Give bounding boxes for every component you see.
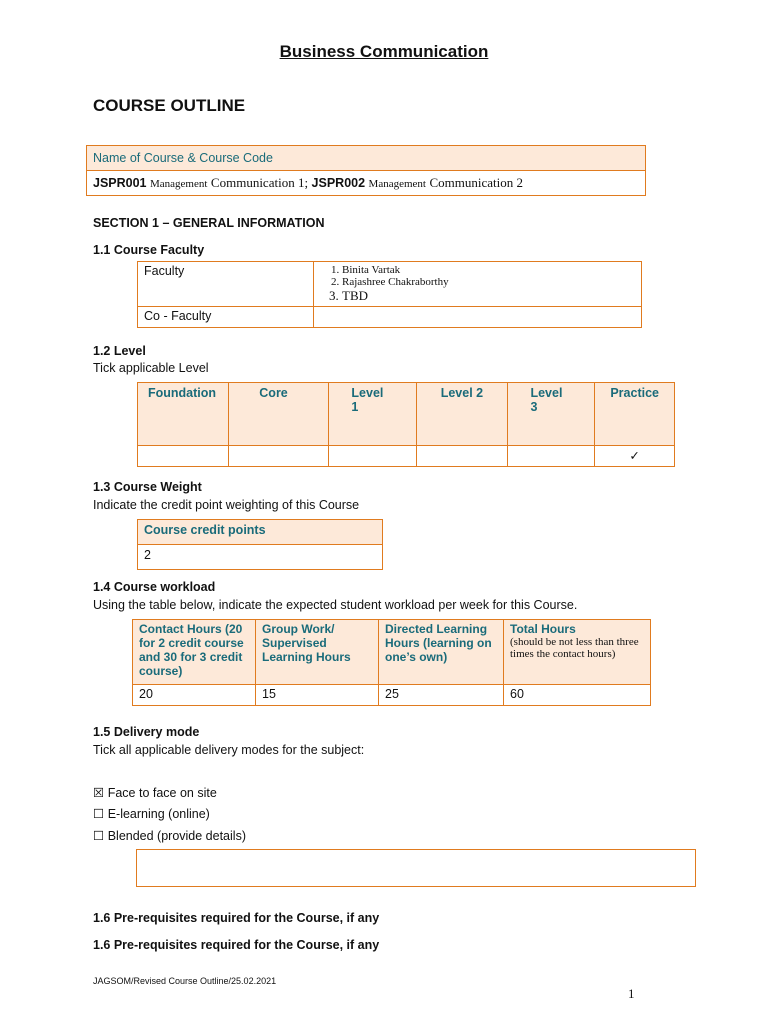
- course-code-1: JSPR001: [93, 176, 147, 190]
- level-tick: [508, 446, 595, 467]
- section-1-heading: SECTION 1 – GENERAL INFORMATION: [93, 216, 325, 230]
- course-name-1: Communication 1;: [210, 175, 309, 190]
- workload-value-group: 15: [256, 685, 379, 706]
- co-faculty-value: [314, 307, 642, 328]
- prerequisites-heading-repeat: 1.6 Pre-requisites required for the Course, if any: [93, 938, 380, 952]
- workload-total-label: Total Hours: [510, 622, 576, 636]
- course-name-table: [86, 145, 646, 196]
- level-col-practice: Practice: [595, 383, 675, 446]
- checkbox-icon[interactable]: ☐: [93, 829, 105, 843]
- level-col-3: Level 3: [508, 383, 595, 446]
- workload-value-directed: 25: [379, 685, 504, 706]
- document-title: Business Communication: [279, 42, 489, 61]
- delivery-note: Tick all applicable delivery modes for the subject:: [93, 743, 365, 757]
- workload-col-directed: Directed Learning Hours (learning on one’s own): [379, 620, 504, 685]
- level-tick-practice: ✓: [595, 446, 675, 467]
- workload-value-total: 60: [504, 685, 651, 706]
- workload-total-note: (should be not less than three times the contact hours): [510, 636, 639, 660]
- level-note: Tick applicable Level: [93, 361, 209, 375]
- co-faculty-label: Co - Faculty: [138, 307, 314, 328]
- checkbox-checked-icon[interactable]: ☒: [93, 786, 105, 800]
- faculty-label: Faculty: [138, 262, 314, 307]
- workload-note: Using the table below, indicate the expected student workload per week for this Course.: [93, 598, 578, 612]
- delivery-option-elearning[interactable]: [93, 806, 210, 821]
- checkbox-icon[interactable]: ☐: [93, 807, 105, 821]
- faculty-member: 1. Binita Vartak: [342, 264, 635, 276]
- faculty-member: 3. TBD: [342, 288, 635, 304]
- credit-points-header: Course credit points: [138, 520, 383, 545]
- level-tick: [329, 446, 416, 467]
- level-tick: [229, 446, 329, 467]
- level-col-core: Core: [229, 383, 329, 446]
- delivery-option-label: E-learning (online): [107, 807, 210, 821]
- weight-table: [137, 519, 383, 570]
- delivery-option-label: Blended (provide details): [107, 829, 246, 843]
- workload-heading: 1.4 Course workload: [93, 580, 216, 594]
- faculty-table: [137, 261, 642, 328]
- level-tick: [138, 446, 229, 467]
- faculty-member: 2. Rajashree Chakraborthy: [342, 276, 635, 288]
- level-col-2: Level 2: [416, 383, 508, 446]
- page-number: 1: [628, 986, 635, 1001]
- weight-heading: 1.3 Course Weight: [93, 480, 202, 494]
- delivery-option-blended[interactable]: [93, 828, 246, 843]
- delivery-option-face-to-face[interactable]: [93, 785, 217, 800]
- course-name-value: [87, 171, 646, 196]
- course-name-header: Name of Course & Course Code: [87, 146, 646, 171]
- workload-col-contact: Contact Hours (20 for 2 credit course and 30 for 3 credit course): [133, 620, 256, 685]
- level-col-foundation: Foundation: [138, 383, 229, 446]
- weight-note: Indicate the credit point weighting of this Course: [93, 498, 360, 512]
- footer-text: JAGSOM/Revised Course Outline/25.02.2021: [93, 976, 277, 986]
- level-col-1: Level 1: [329, 383, 416, 446]
- course-mgmt-1: Management: [150, 178, 208, 190]
- workload-value-contact: 20: [133, 685, 256, 706]
- delivery-heading: 1.5 Delivery mode: [93, 725, 200, 739]
- faculty-members: [314, 262, 642, 307]
- course-code-2: JSPR002: [311, 176, 366, 190]
- blended-details-box[interactable]: [136, 849, 696, 887]
- faculty-heading: 1.1 Course Faculty: [93, 243, 205, 257]
- level-tick: [416, 446, 508, 467]
- outline-title: COURSE OUTLINE: [93, 96, 246, 115]
- delivery-option-label: Face to face on site: [107, 786, 217, 800]
- level-table: [137, 382, 675, 467]
- workload-col-group: Group Work/ Supervised Learning Hours: [256, 620, 379, 685]
- level-heading: 1.2 Level: [93, 344, 146, 358]
- course-name-2: Communication 2: [429, 175, 523, 190]
- credit-points-value: 2: [138, 545, 383, 570]
- workload-col-total: [504, 620, 651, 685]
- prerequisites-heading: 1.6 Pre-requisites required for the Course, if any: [93, 911, 380, 925]
- course-mgmt-2: Management: [368, 178, 426, 190]
- workload-table: [132, 619, 651, 706]
